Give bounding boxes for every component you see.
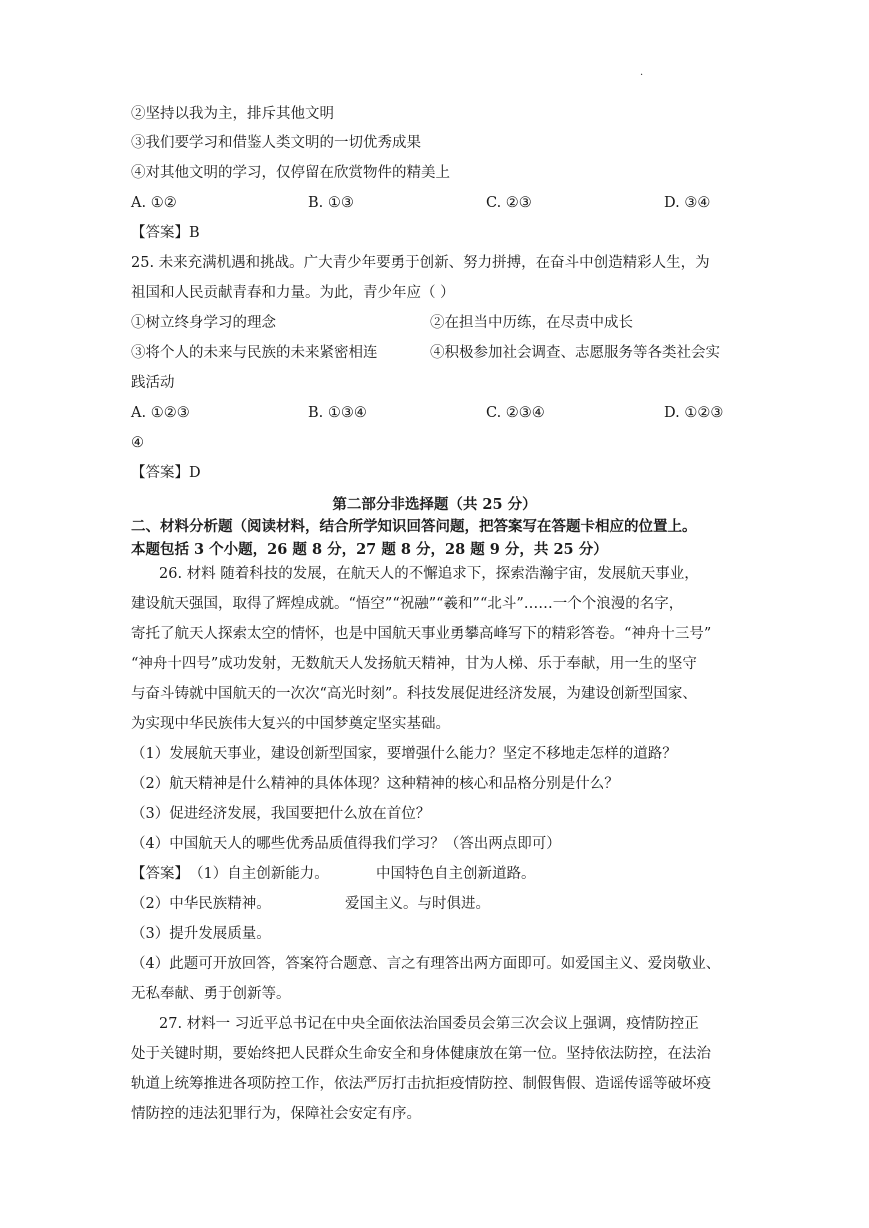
q26-material-line: “神舟十四号”成功发射，无数航天人发扬航天精神，甘为人梯、乐于奉献，用一生的坚守 [131, 656, 697, 672]
q25-statement-1: ①树立终身学习的理念 [131, 315, 276, 331]
q26-answer-label: 【答案】 [131, 866, 189, 882]
q25-statement-3: ③将个人的未来与民族的未来紧密相连 [131, 345, 378, 361]
q25-statement-4-wrap: 践活动 [131, 375, 175, 391]
q24-option-c: C. ②③ [486, 195, 532, 211]
q26-answer-2b: 爱国主义。与时俱进。 [345, 896, 490, 912]
q24-statement-3: ③我们要学习和借鉴人类文明的一切优秀成果 [131, 135, 421, 151]
q26-material-line: 寄托了航天人探索太空的情怀，也是中国航天事业勇攀高峰写下的精彩答卷。“神舟十三号” [131, 626, 712, 642]
q26-answer-1b: 中国特色自主创新道路。 [376, 866, 536, 882]
q25-option-d: D. ①②③ [664, 405, 724, 421]
section-heading-line-2: 本题包括 3 个小题，26 题 8 分，27 题 8 分，28 题 9 分，共 25 分） [131, 541, 608, 558]
q26-answer-4-wrap: 无私奉献、勇于创新等。 [131, 986, 291, 1002]
q25-option-d-wrap: ④ [131, 435, 144, 451]
q25-stem-line-2: 祖国和人民贡献青春和力量。为此，青少年应（ ） [131, 285, 455, 301]
q26-question-1: （1）发展航天事业，建设创新型国家，要增强什么能力？坚定不移地走怎样的道路？ [131, 746, 677, 762]
section-heading-line-1: 二、材料分析题（阅读材料，结合所学知识回答问题，把答案写在答题卡相应的位置上。 [131, 518, 697, 535]
q26-question-3: （3）促进经济发展，我国要把什么放在首位？ [131, 806, 431, 822]
q25-option-c: C. ②③④ [486, 405, 545, 421]
q24-statement-4: ④对其他文明的学习，仅停留在欣赏物件的精美上 [131, 165, 450, 181]
q26-material-line: 与奋斗铸就中国航天的一次次“高光时刻”。科技发展促进经济发展，为建设创新型国家、 [131, 686, 697, 702]
q26-answer-1a: （1）自主创新能力。 [189, 866, 329, 882]
part2-title: 第二部分非选择题（共 25 分） [332, 496, 537, 513]
q26-question-2: （2）航天精神是什么精神的具体体现？这种精神的核心和品格分别是什么？ [131, 776, 619, 792]
q26-answer-2a: （2）中华民族精神。 [131, 896, 271, 912]
q25-option-b: B. ①③④ [308, 405, 367, 421]
q25-option-a: A. ①②③ [131, 405, 190, 421]
q26-answer-4: （4）此题可开放回答，答案符合题意、言之有理答出两方面即可。如爱国主义、爱岗敬业、 [131, 956, 721, 972]
q24-option-b: B. ①③ [308, 195, 354, 211]
q27-material-line: 轨道上统筹推进各项防控工作，依法严厉打击抗拒疫情防控、制假售假、造谣传谣等破坏疫 [131, 1076, 711, 1092]
q24-option-a: A. ①② [131, 195, 177, 211]
page-marker: · [640, 70, 644, 81]
q27-material-line: 情防控的违法犯罪行为，保障社会安定有序。 [131, 1106, 421, 1122]
q27-material-line: 27. 材料一 习近平总书记在中央全面依法治国委员会第三次会议上强调，疫情防控正 [159, 1016, 699, 1032]
q25-statement-2: ②在担当中历练，在尽责中成长 [430, 315, 633, 331]
q24-statement-2: ②坚持以我为主，排斥其他文明 [131, 106, 334, 122]
q25-stem-line-1: 25. 未来充满机遇和挑战。广大青少年要勇于创新、努力拼搏，在奋斗中创造精彩人生，为 [131, 255, 710, 271]
q26-material-line: 26. 材料 随着科技的发展，在航天人的不懈追求下，探索浩瀚宇宙，发展航天事业， [159, 566, 699, 582]
q26-material-line: 建设航天强国，取得了辉煌成就。“悟空”“祝融”“羲和”“北斗”……一个个浪漫的名字， [131, 596, 684, 612]
q24-answer: 【答案】B [131, 225, 200, 241]
q26-answer-3: （3）提升发展质量。 [131, 926, 271, 942]
q27-material-line: 处于关键时期，要始终把人民群众生命安全和身体健康放在第一位。坚持依法防控，在法治 [131, 1046, 711, 1062]
q25-answer: 【答案】D [131, 465, 201, 481]
q26-material-line: 为实现中华民族伟大复兴的中国梦奠定坚实基础。 [131, 716, 450, 732]
q25-statement-4: ④积极参加社会调查、志愿服务等各类社会实 [430, 345, 720, 361]
q26-question-4: （4）中国航天人的哪些优秀品质值得我们学习？（答出两点即可） [131, 836, 561, 852]
q24-option-d: D. ③④ [664, 195, 711, 211]
